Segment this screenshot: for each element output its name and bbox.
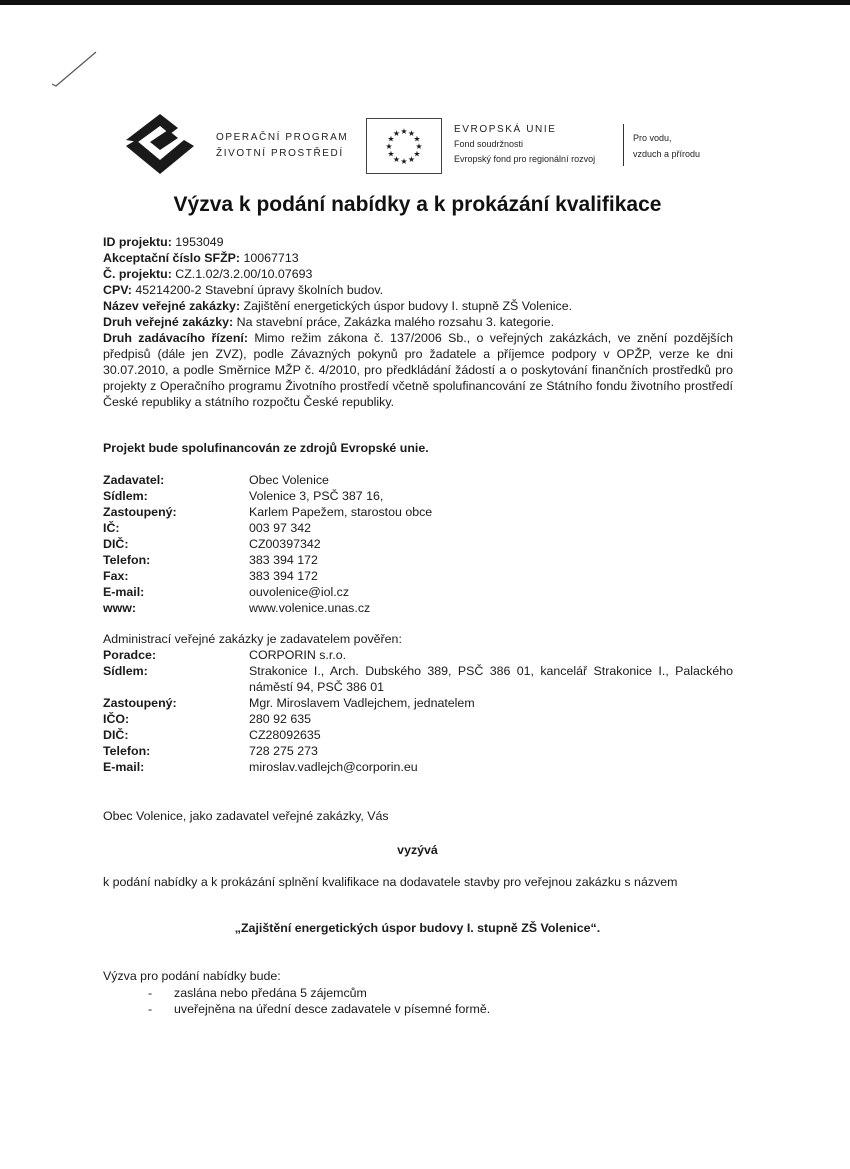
eu-fund-2: Evropský fond pro regionální rozvoj — [454, 154, 596, 164]
eu-star-icon: ★ — [400, 157, 408, 166]
list-item: - uveřejněna na úřední desce zadavatele v písemné formě. — [148, 1002, 491, 1016]
authority-row: E-mail: ouvolenice@iol.cz — [103, 585, 350, 599]
pen-stroke-mark — [48, 50, 98, 90]
contract-name: „Zajištění energetických úspor budovy I. stupně ZŠ Volenice“. — [234, 921, 601, 935]
eu-star-icon: ★ — [407, 129, 416, 138]
eu-star-icon: ★ — [385, 142, 393, 151]
eu-star-icon: ★ — [387, 134, 395, 144]
admin-intro: Administrací veřejné zakázky je zadavatelem pověřen: — [103, 632, 402, 646]
cpv-code: CPV: 45214200-2 Stavební úpravy školních budov. — [103, 283, 384, 297]
advisor-row: Zastoupený: Mgr. Miroslavem Vadlejchem, jednatelem — [103, 696, 475, 710]
contracting-authority — [103, 472, 733, 616]
contract-name-line: Název veřejné zakázky: Zajištění energetických úspor budovy I. stupně ZŠ Volenice. — [103, 299, 573, 313]
eu-funding-text — [454, 122, 595, 167]
advisor-row: IČO: 280 92 635 — [103, 712, 312, 726]
call-list — [148, 985, 490, 1017]
eu-star-icon: ★ — [415, 142, 423, 151]
project-details — [103, 234, 733, 410]
document-header — [120, 112, 720, 187]
call-intro: Výzva pro podání nabídky bude: — [103, 969, 281, 983]
authority-row: www: www.volenice.unas.cz — [103, 601, 371, 615]
eu-star-icon: ★ — [413, 134, 421, 144]
advisor-row: DIČ: CZ28092635 — [103, 728, 321, 742]
advisor-row: E-mail: miroslav.vadlejch@corporin.eu — [103, 760, 418, 774]
project-number: Č. projektu: CZ.1.02/3.2.00/10.07693 — [103, 267, 313, 281]
invite-text: k podání nabídky a k prokázání splnění kvalifikace na dodavatele stavby pro veřejnou zakázku s názvem — [103, 875, 678, 889]
contract-type: Druh veřejné zakázky: Na stavební práce, Zakázka malého rozsahu 3. kategorie. — [103, 315, 555, 329]
project-id: ID projektu: 1953049 — [103, 235, 224, 249]
authority-row: Sídlem: Volenice 3, PSČ 387 16, — [103, 489, 384, 503]
op-program-name — [216, 130, 348, 162]
eu-star-icon: ★ — [400, 127, 408, 136]
procedure-type: Druh zadávacího řízení: Mimo režim zákona č. 137/2006 Sb., o veřejných zakázkách, ve znění pozdějších předpisů (dále jen ZVZ), podle Závazných pokynů pro žadatele a příjemce podpory v OPŽP, verze ke dni 30.07.2010, a podle Směrnice MŽP č. 4/2010, pro předkládání žádostí a o poskytování finančních prostředků pro projekty z Operačního programu Životního prostředí včetně spolufinancování ze Státního fondu životního prostředí České republiky a státního rozpočtu České republiky. — [103, 331, 733, 409]
eu-flag-icon — [366, 118, 442, 174]
authority-row: Fax: 383 394 172 — [103, 569, 318, 583]
authority-row: Telefon: 383 394 172 — [103, 553, 318, 567]
op-line-1: OPERAČNÍ PROGRAM — [216, 132, 349, 143]
eu-star-icon: ★ — [407, 155, 416, 164]
header-divider — [623, 124, 624, 166]
op-zp-logo-icon — [120, 112, 200, 176]
advisor-row: Sídlem: Strakonice I., Arch. Dubského 389, PSČ 386 01, kancelář Strakonice I., Palackého náměstí 94, PSČ 386 01 — [103, 664, 733, 694]
scan-top-border — [0, 0, 850, 5]
slogan-line-2: vzduch a přírodu — [633, 149, 701, 159]
eu-title: EVROPSKÁ UNIE — [454, 124, 557, 135]
acceptance-number: Akceptační číslo SFŽP: 10067713 — [103, 251, 299, 265]
authority-row: Zadavatel: Obec Volenice — [103, 473, 329, 487]
document-title: Výzva k podání nabídky a k prokázání kvalifikace — [173, 193, 662, 216]
op-line-2: ŽIVOTNÍ PROSTŘEDÍ — [216, 148, 344, 159]
cofinance-note: Projekt bude spolufinancován ze zdrojů Evropské unie. — [103, 441, 429, 455]
advisor-row: Poradce: CORPORIN s.r.o. — [103, 648, 347, 662]
advisor-row: Telefon: 728 275 273 — [103, 744, 318, 758]
eu-fund-1: Fond soudržnosti — [454, 139, 524, 149]
invites-word: vyzývá — [397, 843, 438, 857]
advisor-details — [103, 647, 733, 775]
slogan-line-1: Pro vodu, — [633, 133, 672, 143]
list-item: - zaslána nebo předána 5 zájemcům — [148, 986, 367, 1000]
eu-star-icon: ★ — [392, 129, 401, 138]
eu-star-icon: ★ — [392, 155, 401, 164]
eu-star-icon: ★ — [413, 149, 421, 159]
eu-star-icon: ★ — [387, 149, 395, 159]
authority-row: IČ: 003 97 342 — [103, 521, 312, 535]
slogan — [633, 130, 700, 162]
authority-row: Zastoupený: Karlem Papežem, starostou obce — [103, 505, 433, 519]
invite-line: Obec Volenice, jako zadavatel veřejné zakázky, Vás — [103, 809, 389, 823]
authority-row: DIČ: CZ00397342 — [103, 537, 321, 551]
